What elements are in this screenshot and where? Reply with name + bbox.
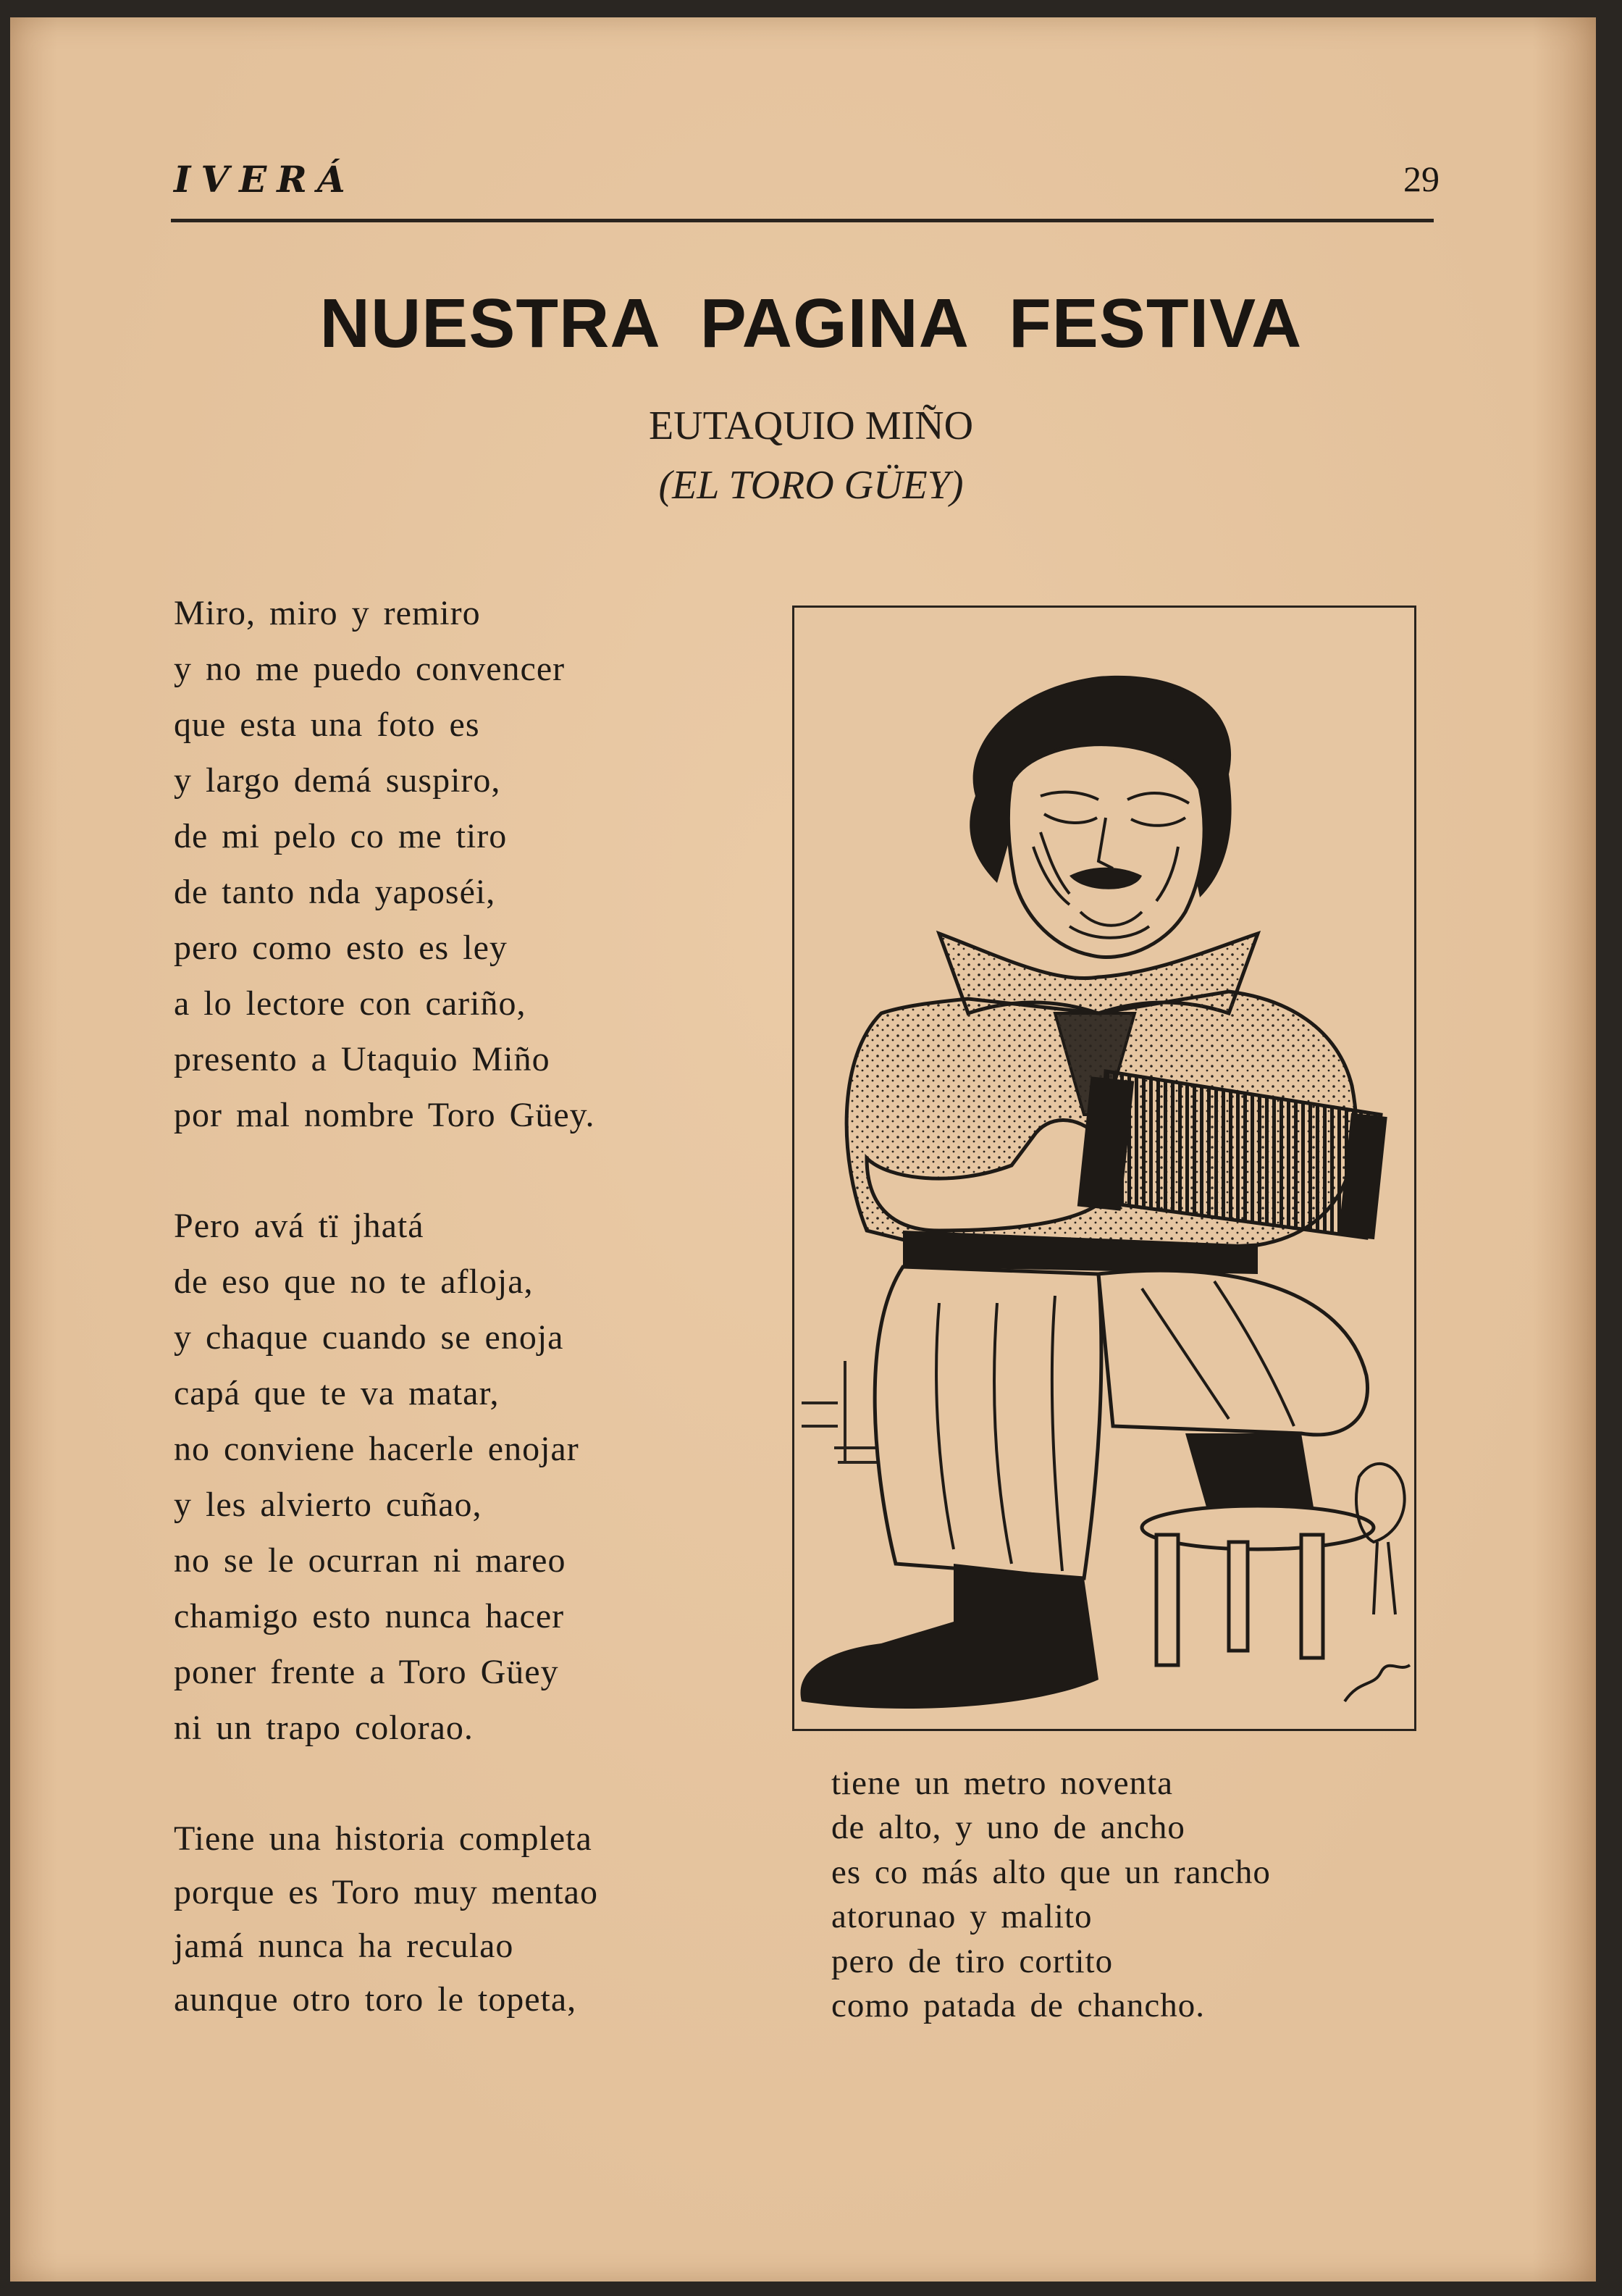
poem-line: que esta una foto es — [174, 705, 480, 744]
stanza-1 — [174, 585, 595, 1143]
magazine-name: IVERÁ — [174, 158, 356, 201]
trousers-icon — [875, 1267, 1101, 1578]
accordion-player-drawing — [794, 608, 1414, 1729]
poem-line: poner frente a Toro Güey — [174, 1653, 559, 1691]
stool-icon — [1142, 1506, 1374, 1665]
stanza-2 — [174, 1198, 579, 1756]
artist-signature-icon — [1345, 1665, 1410, 1701]
poem-subtitle: EUTAQUIO MIÑO — [648, 403, 974, 448]
caricature-illustration — [792, 606, 1416, 1731]
poem-line: por mal nombre Toro Güey. — [174, 1096, 595, 1134]
poem-line: jamá nunca ha reculao — [174, 1927, 514, 1965]
poem-line: ni un trapo colorao. — [174, 1709, 474, 1747]
poem-line: atorunao y malito — [831, 1898, 1093, 1936]
poem-line: pero como esto es ley — [174, 929, 508, 967]
poem-line: y chaque cuando se enoja — [174, 1318, 564, 1357]
stanza-4 — [831, 1761, 1271, 2028]
poem-line: chamigo esto nunca hacer — [174, 1597, 565, 1635]
poem-line: es co más alto que un rancho — [831, 1853, 1271, 1891]
poem-subtitle-nickname: (EL TORO GÜEY) — [658, 463, 964, 508]
poem-line: presento a Utaquio Miño — [174, 1040, 550, 1078]
poem-line: Tiene una historia completa — [174, 1819, 592, 1858]
poem-line: no conviene hacerle enojar — [174, 1430, 579, 1468]
poem-line: y no me puedo convencer — [174, 650, 566, 688]
poem-line: Pero avá tï jhatá — [174, 1207, 424, 1245]
poem-line: capá que te va matar, — [174, 1374, 500, 1412]
poem-line: Miro, miro y remiro — [174, 594, 481, 632]
header-divider — [171, 219, 1434, 222]
rooster-icon — [1356, 1464, 1405, 1614]
page-title: NUESTRA PAGINA FESTIVA — [319, 285, 1303, 362]
poem-line: a lo lectore con cariño, — [174, 984, 526, 1023]
stanza-3 — [174, 1812, 598, 2027]
poem-line: de tanto nda yaposéi, — [174, 873, 496, 911]
poem-line: no se le ocurran ni mareo — [174, 1541, 566, 1580]
poem-line: de mi pelo co me tiro — [174, 817, 508, 855]
poem-line: como patada de chancho. — [831, 1987, 1206, 2025]
poem-line: y les alvierto cuñao, — [174, 1486, 482, 1524]
page-number: 29 — [1403, 159, 1440, 199]
poem-line: porque es Toro muy mentao — [174, 1873, 598, 1911]
poem-line: de eso que no te afloja, — [174, 1262, 534, 1301]
poem-line: y largo demá suspiro, — [174, 761, 501, 800]
poem-line: tiene un metro noventa — [831, 1764, 1173, 1802]
boot-icon — [800, 1564, 1098, 1709]
poem-line: aunque otro toro le topeta, — [174, 1980, 577, 2019]
poem-line: de alto, y uno de ancho — [831, 1809, 1185, 1847]
poem-line: pero de tiro cortito — [831, 1942, 1114, 1980]
